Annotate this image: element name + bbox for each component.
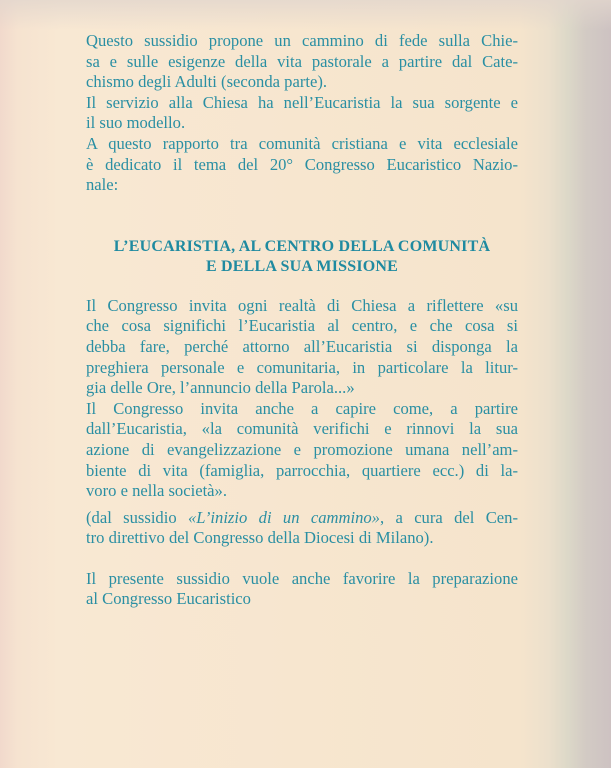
body-line: Il Congresso invita anche a capire come, a partire xyxy=(86,398,518,418)
body-line: debba fare, perché attorno all’Eucaristia si disponga la xyxy=(86,336,518,356)
body-line: dall’Eucaristia, «la comunità verifichi e rinnovi la sua xyxy=(86,419,518,439)
intro-paragraph xyxy=(86,31,518,196)
body-paragraph xyxy=(86,296,518,502)
intro-line: è dedicato il tema del 20° Congresso Eucaristico Nazio- xyxy=(86,154,518,174)
congress-theme-heading xyxy=(86,237,518,277)
intro-line: Questo sussidio propone un cammino di fede sulla Chie- xyxy=(86,31,518,50)
intro-line: A questo rapporto tra comunità cristiana e vita ecclesiale xyxy=(86,133,518,153)
intro-line: il suo modello. xyxy=(86,113,186,133)
citation-line-1 xyxy=(86,508,518,529)
citation-paragraph xyxy=(86,508,518,549)
citation-suffix: , a cura del Cen- xyxy=(379,507,518,527)
closing-line: Il presente sussidio vuole anche favorire la preparazione xyxy=(86,568,518,588)
citation-line-2: tro direttivo del Congresso della Diocesi di Milano). xyxy=(86,528,434,548)
intro-line: sa e sulle esigenze della vita pastorale a partire dal Cate- xyxy=(86,51,518,71)
body-line: Il Congresso invita ogni realtà di Chiesa a riflettere «su xyxy=(86,295,518,315)
closing-line: al Congresso Eucaristico xyxy=(86,589,251,609)
body-line: voro e nella società». xyxy=(86,481,227,501)
citation-prefix: (dal sussidio xyxy=(86,507,188,527)
citation-title: «L’inizio di un cammino» xyxy=(187,507,380,527)
intro-line: Il servizio alla Chiesa ha nell’Eucaristia la sua sorgente e xyxy=(86,92,518,112)
paper-top-shadow xyxy=(0,0,611,30)
intro-line: nale: xyxy=(86,175,119,195)
body-line: azione di evangelizzazione e promozione umana nell’am- xyxy=(86,439,518,459)
heading-line-2: E DELLA SUA MISSIONE xyxy=(205,257,399,275)
body-line: gia delle Ore, l’annuncio della Parola...» xyxy=(86,378,355,398)
body-line: biente di vita (famiglia, parrocchia, quartiere ecc.) di la- xyxy=(86,460,518,480)
heading-line-1: L’EUCARISTIA, AL CENTRO DELLA COMUNITÀ xyxy=(113,237,491,255)
body-line: che cosa significhi l’Eucaristia al centro, e che cosa si xyxy=(86,316,518,336)
back-cover-text xyxy=(86,31,518,610)
intro-line: chismo degli Adulti (seconda parte). xyxy=(86,72,328,92)
closing-paragraph xyxy=(86,569,518,610)
body-line: preghiera personale e comunitaria, in particolare la litur- xyxy=(86,357,518,377)
